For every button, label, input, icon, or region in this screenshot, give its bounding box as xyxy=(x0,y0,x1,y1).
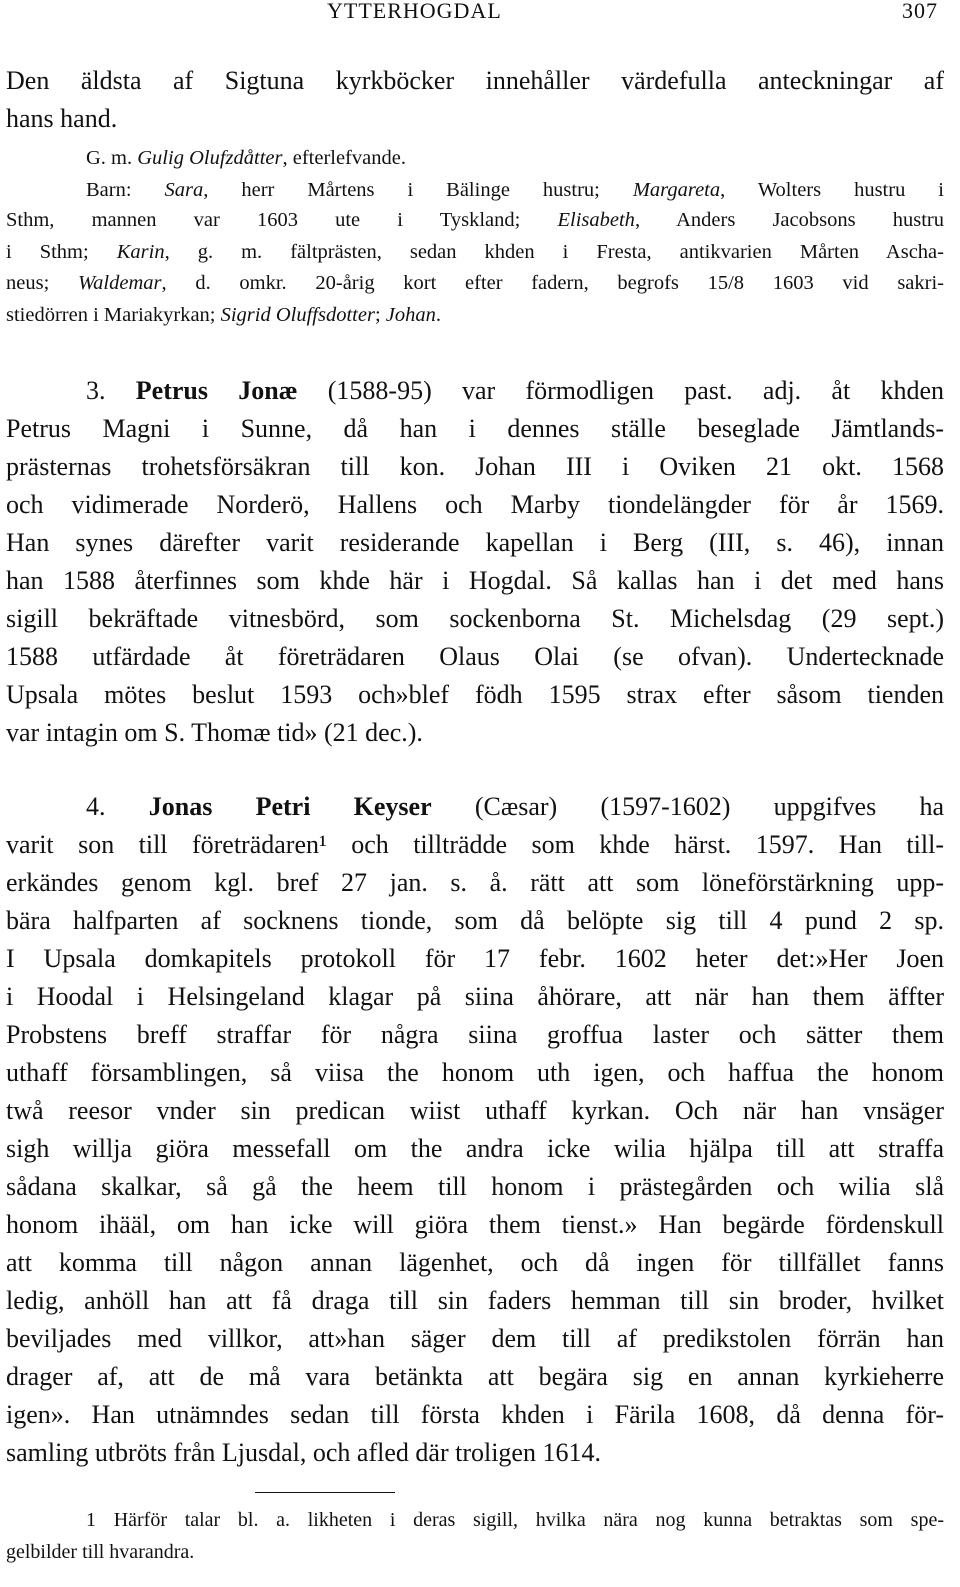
section-4-name: Jonas Petri Keyser xyxy=(148,792,432,821)
spouse-name: Gulig Olufzdåtter xyxy=(137,147,283,169)
footnote-marker: 1 xyxy=(86,1509,96,1531)
section-3-line: Petrus Magni i Sunne, då han i dennes ställe beseglade Jämtlands- xyxy=(6,414,944,443)
section-4-line: beviljades med villkor, att»han säger dem till af predikstolen förrän han xyxy=(6,1324,944,1353)
section-4-line: i Hoodal i Helsingeland klagar på siina åhörare, att när han them äffter xyxy=(6,982,944,1011)
children-line-4: neus; Waldemar, d. omkr. 20-årig kort efter fadern, begrofs 15/8 1603 vid sakri- xyxy=(6,272,944,294)
section-4-line-1: 4. Jonas Petri Keyser (Cæsar) (1597-1602) uppgifves ha xyxy=(86,792,945,821)
section-4-line: sigh willja giöra messefall om the andra icke wilia hjälpa till att straffa xyxy=(6,1134,944,1163)
section-4-line: sådana skalkar, så gå the heem till honom i prästegården och wilia slå xyxy=(6,1172,944,1201)
section-3-line-1: 3. Petrus Jonæ (1588-95) var förmodligen past. adj. åt khden xyxy=(86,376,945,405)
footnote-line-2: gelbilder till hvarandra. xyxy=(6,1541,195,1563)
children-line-2: Sthm, mannen var 1603 ute i Tyskland; Elisabeth, Anders Jacobsons hustru xyxy=(6,209,944,231)
running-header xyxy=(0,0,960,28)
page-number: 307 xyxy=(902,0,938,23)
intro-line-1: Den äldsta af Sigtuna kyrkböcker innehåller värdefulla anteckningar af xyxy=(6,66,944,95)
section-3-line: prästernas trohetsförsäkran till kon. Johan III i Oviken 21 okt. 1568 xyxy=(6,452,944,481)
section-4-line: twå reesor vnder sin predican wiist uthaff kyrkan. Och när han vnsäger xyxy=(6,1096,944,1125)
section-4-line: I Upsala domkapitels protokoll för 17 febr. 1602 heter det:»Her Joen xyxy=(6,944,944,973)
section-4-line: drager af, att de må vara betänkta att begära sig en annan kyrkieherre xyxy=(6,1362,944,1391)
intro-line-2: hans hand. xyxy=(6,104,118,133)
footnote-line-1: 1 Härför talar bl. a. likheten i deras sigill, hvilka nära nog kunna betraktas som spe- xyxy=(86,1509,944,1531)
section-4-line: bära halfparten af socknens tionde, som då belöpte sig till 4 pund 2 sp. xyxy=(6,906,944,935)
section-4-line: igen». Han utnämndes sedan till första khden i Färila 1608, då denna för- xyxy=(6,1400,944,1429)
children-line-3: i Sthm; Karin, g. m. fältprästen, sedan khden i Fresta, antikvarien Mårten Ascha- xyxy=(6,241,944,263)
section-4-line: erkändes genom kgl. bref 27 jan. s. å. rätt att som löneförstärkning upp- xyxy=(6,868,944,897)
section-4-line: varit son till företrädaren¹ och tillträdde som khde härst. 1597. Han till- xyxy=(6,830,944,859)
spouse-line: G. m. Gulig Olufzdåtter, efterlefvande. xyxy=(86,147,406,169)
section-3-line: 1588 utfärdade åt företrädaren Olaus Olai (se ofvan). Undertecknade xyxy=(6,642,944,671)
section-3-number: 3. xyxy=(86,376,136,405)
children-line-1: Barn: Sara, herr Mårtens i Bälinge hustru; Margareta, Wolters hustru i xyxy=(86,179,944,201)
section-4-number: 4. xyxy=(86,792,149,821)
section-4-line: ledig, anhöll han att få draga till sin faders hemman till sin broder, hvilket xyxy=(6,1286,944,1315)
section-4-line: uthaff församblingen, så viisa the honom uth igen, och haffua the honom xyxy=(6,1058,944,1087)
section-3-line: sigill bekräftade vitnesbörd, som sockenborna St. Michelsdag (29 sept.) xyxy=(6,604,944,633)
children-line-5: stiedörren i Mariakyrkan; Sigrid Oluffsdotter; Johan. xyxy=(6,304,442,326)
section-4-line: att komma till någon annan lägenhet, och då ingen för tillfället fanns xyxy=(6,1248,944,1277)
section-3-line: var intagin om S. Thomæ tid» (21 dec.). xyxy=(6,718,423,747)
section-3-line: han 1588 återfinnes som khde här i Hogdal. Så kallas han i det med hans xyxy=(6,566,944,595)
section-3-line: Upsala mötes beslut 1593 och»blef födh 1595 strax efter såsom tienden xyxy=(6,680,944,709)
section-3-name: Petrus Jonæ xyxy=(135,376,298,405)
running-title: YTTERHOGDAL xyxy=(327,0,502,23)
section-3-line: och vidimerade Norderö, Hallens och Marby tiondelängder för år 1569. xyxy=(6,490,944,519)
section-4-line: samling utbröts från Ljusdal, och afled där troligen 1614. xyxy=(6,1438,601,1467)
section-4-line: honom ihääl, om han icke will giöra them tienst.» Han begärde fördenskull xyxy=(6,1210,944,1239)
section-4-line: Probstens breff straffar för några siina groffua laster och sätter them xyxy=(6,1020,944,1049)
section-3-line: Han synes därefter varit residerande kapellan i Berg (III, s. 46), innan xyxy=(6,528,944,557)
footnote-rule xyxy=(255,1492,395,1493)
